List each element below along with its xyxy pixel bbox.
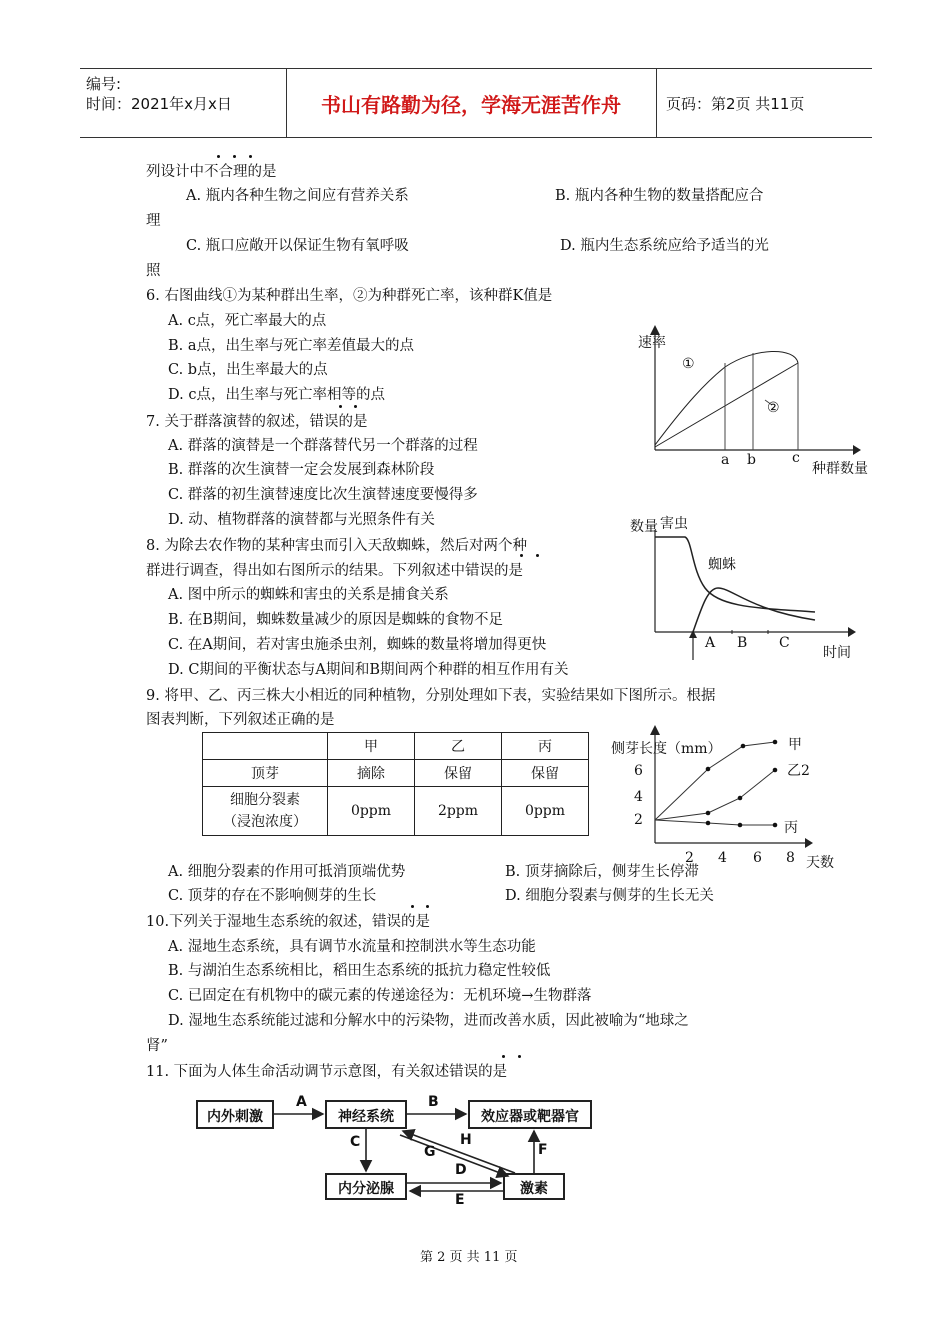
emphasis-dot <box>411 905 414 908</box>
table-header-yi: 乙 <box>415 733 502 760</box>
q9-treatment-table <box>202 732 589 836</box>
q5-option-b: B. 瓶内各种生物的数量搭配应合 <box>555 188 764 204</box>
q6-option-c: C. b点，出生率最大的点 <box>168 362 328 378</box>
fig6-ylabel: 速率 <box>638 335 666 351</box>
fig9-ytick-4: 4 <box>634 789 643 805</box>
q6-option-d: D. c点，出生率与死亡率相等的点 <box>168 387 385 403</box>
arrow-a-label: A <box>296 1094 307 1110</box>
fig6-point-b: b <box>747 452 756 468</box>
fig8-period-c: C <box>779 635 790 651</box>
q5-option-d: D. 瓶内生态系统应给予适当的光 <box>560 238 769 254</box>
q7-option-c: C. 群落的初生演替速度比次生演替速度要慢得多 <box>168 487 478 503</box>
fig6-curve1-label: ① <box>682 356 695 372</box>
q11-stem: 11. 下面为人体生命活动调节示意图，有关叙述错误的是 <box>146 1064 508 1080</box>
table-row2-yi: 2ppm <box>415 787 502 836</box>
arrow-e-label: E <box>455 1192 465 1208</box>
q8-option-d: D. C期间的平衡状态与A期间和B期间两个种群的相互作用有关 <box>168 662 569 678</box>
q9-option-a: A. 细胞分裂素的作用可抵消顶端优势 <box>168 864 406 880</box>
q8-option-b: B. 在B期间，蜘蛛数量减少的原因是蜘蛛的食物不足 <box>168 612 504 628</box>
q10-option-d: D. 湿地生态系统能过滤和分解水中的污染物，进而改善水质，因此被喻为“地球之 <box>168 1013 689 1029</box>
fig9-xtick-6: 6 <box>753 850 762 866</box>
box-stimulus-label: 内外刺激 <box>207 1109 263 1125</box>
table-row2-jia: 0ppm <box>328 787 415 836</box>
fig9-ylabel: 侧芽长度（mm） <box>611 741 722 757</box>
q8-stem-2: 群进行调查，得出如右图所示的结果。下列叙述中错误的是 <box>146 563 523 579</box>
q6-option-a: A. c点，死亡率最大的点 <box>168 313 327 329</box>
table-header-empty <box>203 733 328 760</box>
fig9-xtick-8: 8 <box>786 850 795 866</box>
q6-stem: 6. 右图曲线①为某种群出生率，②为种群死亡率，该种群K值是 <box>146 288 553 304</box>
q10-option-c: C. 已固定在有机物中的碳元素的传递途径为：无机环境→生物群落 <box>168 988 592 1004</box>
fig6-curve-1 <box>655 351 798 445</box>
q5-option-b-cont: 理 <box>146 213 161 229</box>
arrow-h-label: H <box>460 1132 472 1148</box>
arrow-d-label: D <box>455 1162 467 1178</box>
fig8-xlabel: 时间 <box>823 645 851 661</box>
header-meta <box>80 69 287 137</box>
arrow-g-label: G <box>424 1144 436 1160</box>
table-header-bing: 丙 <box>502 733 589 760</box>
box-effector-label: 效应器或靶器官 <box>481 1109 579 1125</box>
fig6-point-a: a <box>721 452 730 468</box>
q9-option-c: C. 顶芽的存在不影响侧芽的生长 <box>168 888 377 904</box>
emphasis-dot <box>502 1055 505 1058</box>
emphasis-dot <box>536 554 539 557</box>
q8-option-a: A. 图中所示的蜘蛛和害虫的关系是捕食关系 <box>168 587 449 603</box>
arrow-c-label: C <box>350 1134 361 1150</box>
fig9-label-yi: 乙2 <box>787 763 810 779</box>
table-row1-label: 顶芽 <box>203 760 328 787</box>
table-row1-yi: 保留 <box>415 760 502 787</box>
emphasis-dot <box>426 905 429 908</box>
fig9-label-bing: 丙 <box>784 820 798 836</box>
q7-option-b: B. 群落的次生演替一定会发展到森林阶段 <box>168 462 435 478</box>
fig6-point-c: c <box>792 450 800 466</box>
emphasis-dot <box>233 155 236 158</box>
q8-stem: 8. 为除去农作物的某种害虫而引入天敌蜘蛛，然后对两个种 <box>146 538 527 554</box>
emphasis-dot <box>217 155 220 158</box>
table-row1-bing: 保留 <box>502 760 589 787</box>
fig9-ytick-2: 2 <box>634 812 643 828</box>
fig8-pest-label: 害虫 <box>660 516 688 532</box>
box-nerve-label: 神经系统 <box>338 1109 394 1125</box>
q8-option-c: C. 在A期间，若对害虫施杀虫剂，蜘蛛的数量将增加得更快 <box>168 637 547 653</box>
fig8-period-a: A <box>705 635 716 651</box>
q5-option-d-cont: 照 <box>146 263 161 279</box>
fig9-ytick-6: 6 <box>634 763 643 779</box>
fig8-pest-curve <box>655 537 815 612</box>
q9-option-d: D. 细胞分裂素与侧芽的生长无关 <box>505 888 714 904</box>
header-motto: 书山有路勤为径，学海无涯苦作舟 <box>286 69 657 137</box>
emphasis-dot <box>520 554 523 557</box>
fig8-spider-label: 蜘蛛 <box>708 557 736 573</box>
emphasis-dot <box>339 405 342 408</box>
box-hormone-label: 激素 <box>520 1181 548 1197</box>
q5-option-c: C. 瓶口应敞开以保证生物有氧呼吸 <box>186 238 409 254</box>
q7-option-d: D. 动、植物群落的演替都与光照条件有关 <box>168 512 435 528</box>
emphasis-dot <box>518 1055 521 1058</box>
fig8-period-b: B <box>737 635 748 651</box>
q7-option-a: A. 群落的演替是一个群落替代另一个群落的过程 <box>168 438 478 454</box>
q9-stem: 9. 将甲、乙、丙三株大小相近的同种植物，分别处理如下表，实验结果如下图所示。根据 <box>146 688 716 704</box>
page-footer: 第 2 页 共 11 页 <box>420 1250 518 1265</box>
q10-option-a: A. 湿地生态系统，具有调节水流量和控制洪水等生态功能 <box>168 939 536 955</box>
fig8-x-arrow <box>848 627 856 637</box>
fig9-series-bing <box>655 820 775 825</box>
fig9-xtick-2: 2 <box>685 850 694 866</box>
table-row2-label-1: 细胞分裂素 <box>230 792 300 808</box>
arrow-b-label: B <box>428 1094 439 1110</box>
fig6-xlabel: 种群数量 <box>812 461 868 477</box>
fig9-series-yi <box>655 770 775 820</box>
fig9-xtick-4: 4 <box>718 850 727 866</box>
q10-stem: 10.下列关于湿地生态系统的叙述，错误的是 <box>146 914 431 930</box>
q5-option-a: A. 瓶内各种生物之间应有营养关系 <box>186 188 409 204</box>
q10-option-d-cont: 肾” <box>146 1038 168 1054</box>
q6-option-b: B. a点，出生率与死亡率差值最大的点 <box>168 338 415 354</box>
box-endocrine-label: 内分泌腺 <box>338 1181 394 1197</box>
table-row2-bing: 0ppm <box>502 787 589 836</box>
header-page-info: 页码：第2页 共11页 <box>666 94 805 113</box>
fig9-xlabel: 天数 <box>806 855 834 871</box>
q9-option-b: B. 顶芽摘除后，侧芽生长停滞 <box>505 864 699 880</box>
table-row1-jia: 摘除 <box>328 760 415 787</box>
q5-stem-tail: 列设计中不合理的是 <box>146 164 277 180</box>
fig9-label-jia: 甲 <box>788 737 802 753</box>
fig6-x-arrow <box>853 445 861 455</box>
table-row2-label <box>203 787 328 836</box>
table-header-jia: 甲 <box>328 733 415 760</box>
fig8-ylabel: 数量 <box>630 519 658 535</box>
fig6-curve2-label: ② <box>767 400 780 416</box>
table-row2-label-2: （浸泡浓度） <box>223 814 307 830</box>
emphasis-dot <box>249 155 252 158</box>
q10-option-b: B. 与湖泊生态系统相比，稻田生态系统的抵抗力稳定性较低 <box>168 963 551 979</box>
time-label: 时间：2021年x月x日 <box>86 95 232 113</box>
q7-stem: 7. 关于群落演替的叙述，错误的是 <box>146 414 368 430</box>
page-header <box>80 68 872 138</box>
q9-stem-2: 图表判断，下列叙述正确的是 <box>146 712 335 728</box>
arrow-g <box>400 1135 508 1176</box>
emphasis-dot <box>354 405 357 408</box>
number-label: 编号: <box>86 75 122 93</box>
arrow-f-label: F <box>538 1142 548 1158</box>
